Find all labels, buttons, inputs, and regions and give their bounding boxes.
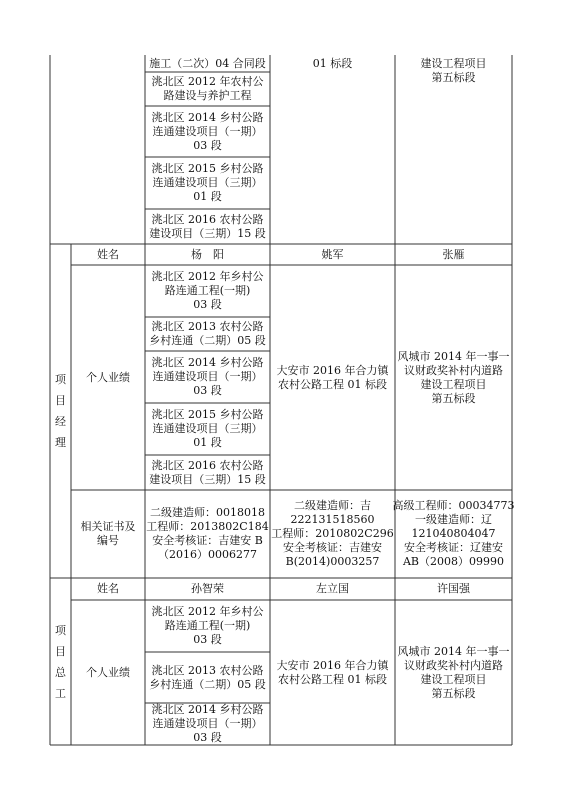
cell-text: 路建设与养护工程: [163, 89, 252, 102]
cell-text: 洮北区 2014 乡村公路: [151, 110, 264, 124]
pm-name-label: [71, 244, 145, 265]
cell-text: 路连通工程(一期): [164, 284, 251, 297]
role-char: 经: [55, 415, 66, 428]
role-char: 项: [55, 373, 66, 386]
cell-text: 杨 阳: [191, 247, 224, 261]
role-char: 目: [55, 394, 66, 407]
cell-text: 风城市 2014 年一事一: [397, 349, 510, 363]
cell-text: 洮北区 2013 农村公路: [151, 320, 264, 333]
cell-text: 编号: [97, 534, 119, 547]
ce-perf-col2-cell-1: [145, 600, 270, 652]
cell-text: 连通建设项目（一期）: [152, 124, 263, 138]
pm-perf-col2-cell-2: [145, 317, 270, 351]
pm-perf-col4: [395, 265, 512, 490]
ce-perf-col3: [270, 600, 395, 745]
cell-text: 第五标段: [431, 71, 476, 84]
cell-text: 洮北区 2012 年农村公: [151, 75, 264, 88]
cell-text: 个人业绩: [86, 370, 130, 384]
ce-name-3: [395, 578, 512, 600]
cell-text: 乡村连通（二期）05 段: [149, 334, 266, 347]
cell-text: 03 段: [193, 298, 222, 311]
cell-text: 二级建造师：吉: [294, 499, 371, 512]
cell-text: 洮北区 2016 农村公路: [151, 458, 264, 472]
top-col2-cell-5: [145, 209, 270, 244]
cell-text: 大安市 2016 年合力镇: [276, 658, 389, 672]
pm-name-1: [145, 244, 270, 265]
cell-text: 风城市 2014 年一事一: [397, 644, 510, 658]
cell-text: 农村公路工程 01 标段: [278, 377, 387, 391]
cell-text: 建设工程项目: [420, 672, 487, 686]
cell-text: 洮北区 2014 乡村公路: [151, 356, 264, 369]
cell-text: 左立国: [316, 582, 349, 595]
pm-role-label: [50, 244, 71, 578]
cell-text: 二级建造师：0018018: [150, 506, 265, 519]
cell-text: 建设工程项目: [420, 57, 487, 70]
cell-text: 安全考核证：吉建安: [283, 541, 382, 554]
pm-name-2: [270, 244, 395, 265]
cell-text: 03 段: [193, 731, 222, 744]
cell-text: 相关证书及: [80, 520, 136, 533]
cell-text: 连通建设项目（三期）: [152, 176, 263, 189]
cell-text: 一级建造师：辽: [415, 513, 492, 526]
ce-name-label: [71, 578, 145, 600]
cell-text: 洮北区 2015 乡村公路: [151, 162, 264, 175]
cell-text: 连通建设项目（一期）: [152, 370, 263, 383]
pm-cert-col4: [392, 490, 515, 578]
top-col2-cell-2: [145, 72, 270, 106]
top-col2-cell-4: [145, 157, 270, 209]
cell-text: 03 段: [193, 138, 222, 152]
pm-cert-label: [71, 490, 145, 578]
cell-text: 03 段: [193, 633, 222, 646]
top-col4-cell: [395, 56, 512, 86]
cell-text: 农村公路工程 01 标段: [278, 672, 387, 686]
cell-text: 洮北区 2016 农村公路: [151, 212, 264, 226]
cell-text: （2016）0006277: [158, 548, 257, 561]
cell-text: 大安市 2016 年合力镇: [276, 363, 389, 377]
ce-perf-col2-cell-2: [145, 652, 270, 703]
cell-text: 01 段: [193, 436, 222, 449]
cell-text: 姓名: [97, 247, 119, 261]
cell-text: 姓名: [97, 582, 119, 595]
cell-text: 工程师：2013802C184: [146, 520, 269, 533]
cell-text: 许国强: [437, 582, 470, 595]
ce-name-2: [270, 578, 395, 600]
cell-text: 个人业绩: [86, 665, 130, 679]
cell-text: 乡村连通（二期）05 段: [149, 677, 266, 691]
cell-text: 路连通工程(一期): [164, 619, 251, 632]
ce-name-1: [145, 578, 270, 600]
cell-text: 建设项目（三期）15 段: [149, 472, 266, 486]
pm-perf-col2-cell-4: [145, 403, 270, 455]
cell-text: B(2014)0003257: [285, 555, 380, 568]
ce-perf-label: [71, 600, 145, 745]
cell-text: 洮北区 2015 乡村公路: [151, 408, 264, 421]
pm-perf-col2-cell-1: [145, 265, 270, 317]
pm-cert-col3: [270, 490, 395, 578]
pm-perf-label: [71, 265, 145, 490]
cell-text: 222131518560: [290, 513, 375, 526]
role-char: 总: [55, 665, 66, 679]
cell-text: AB（2008）09990: [402, 555, 504, 568]
ce-role-label: [50, 578, 71, 745]
role-char: 项: [55, 623, 66, 637]
cell-text: 安全考核证：吉建安 B: [152, 534, 263, 547]
pm-perf-col3: [270, 265, 395, 490]
role-char: 理: [55, 436, 66, 449]
cell-text: 姚军: [321, 247, 344, 261]
cell-text: 01 标段: [312, 57, 353, 70]
cell-text: 121040804047: [411, 527, 496, 540]
pm-cert-col2: [145, 490, 270, 578]
ce-perf-col2-cell-3: [145, 703, 270, 745]
cell-text: 施工（二次）04 合同段: [149, 56, 266, 70]
cell-text: 01 段: [193, 190, 222, 203]
pm-perf-col2-cell-5: [145, 455, 270, 490]
top-col2-cell-3: [145, 106, 270, 157]
cell-text: 安全考核证：辽建安: [404, 541, 503, 554]
cell-text: 第五标段: [431, 391, 476, 405]
role-char: 目: [55, 644, 66, 658]
cell-text: 高级工程师：00034773: [392, 499, 515, 512]
pm-name-3: [395, 244, 512, 265]
cell-text: 建设工程项目: [420, 377, 487, 391]
cell-text: 洮北区 2012 年乡村公: [151, 605, 264, 618]
cell-text: 孙智荣: [191, 582, 224, 595]
top-col3-cell: [270, 56, 395, 72]
top-col2-cell-1: [145, 55, 270, 72]
cell-text: 张雁: [442, 247, 465, 261]
cell-text: 第五标段: [431, 686, 476, 700]
cell-text: 洮北区 2012 年乡村公: [151, 270, 264, 283]
cell-text: 洮北区 2014 乡村公路: [151, 703, 264, 716]
cell-text: 工程师：2010802C296: [271, 527, 394, 540]
cell-text: 03 段: [193, 384, 222, 397]
cell-text: 连通建设项目（三期）: [152, 422, 263, 435]
cell-text: 议财政奖补村内道路: [404, 363, 503, 377]
ce-perf-col4: [395, 600, 512, 745]
pm-perf-col2-cell-3: [145, 351, 270, 403]
cell-text: 议财政奖补村内道路: [404, 658, 503, 672]
role-char: 工: [55, 686, 66, 700]
cell-text: 建设项目（三期）15 段: [149, 226, 266, 240]
cell-text: 连通建设项目（一期）: [152, 717, 263, 730]
cell-text: 洮北区 2013 农村公路: [151, 663, 264, 677]
